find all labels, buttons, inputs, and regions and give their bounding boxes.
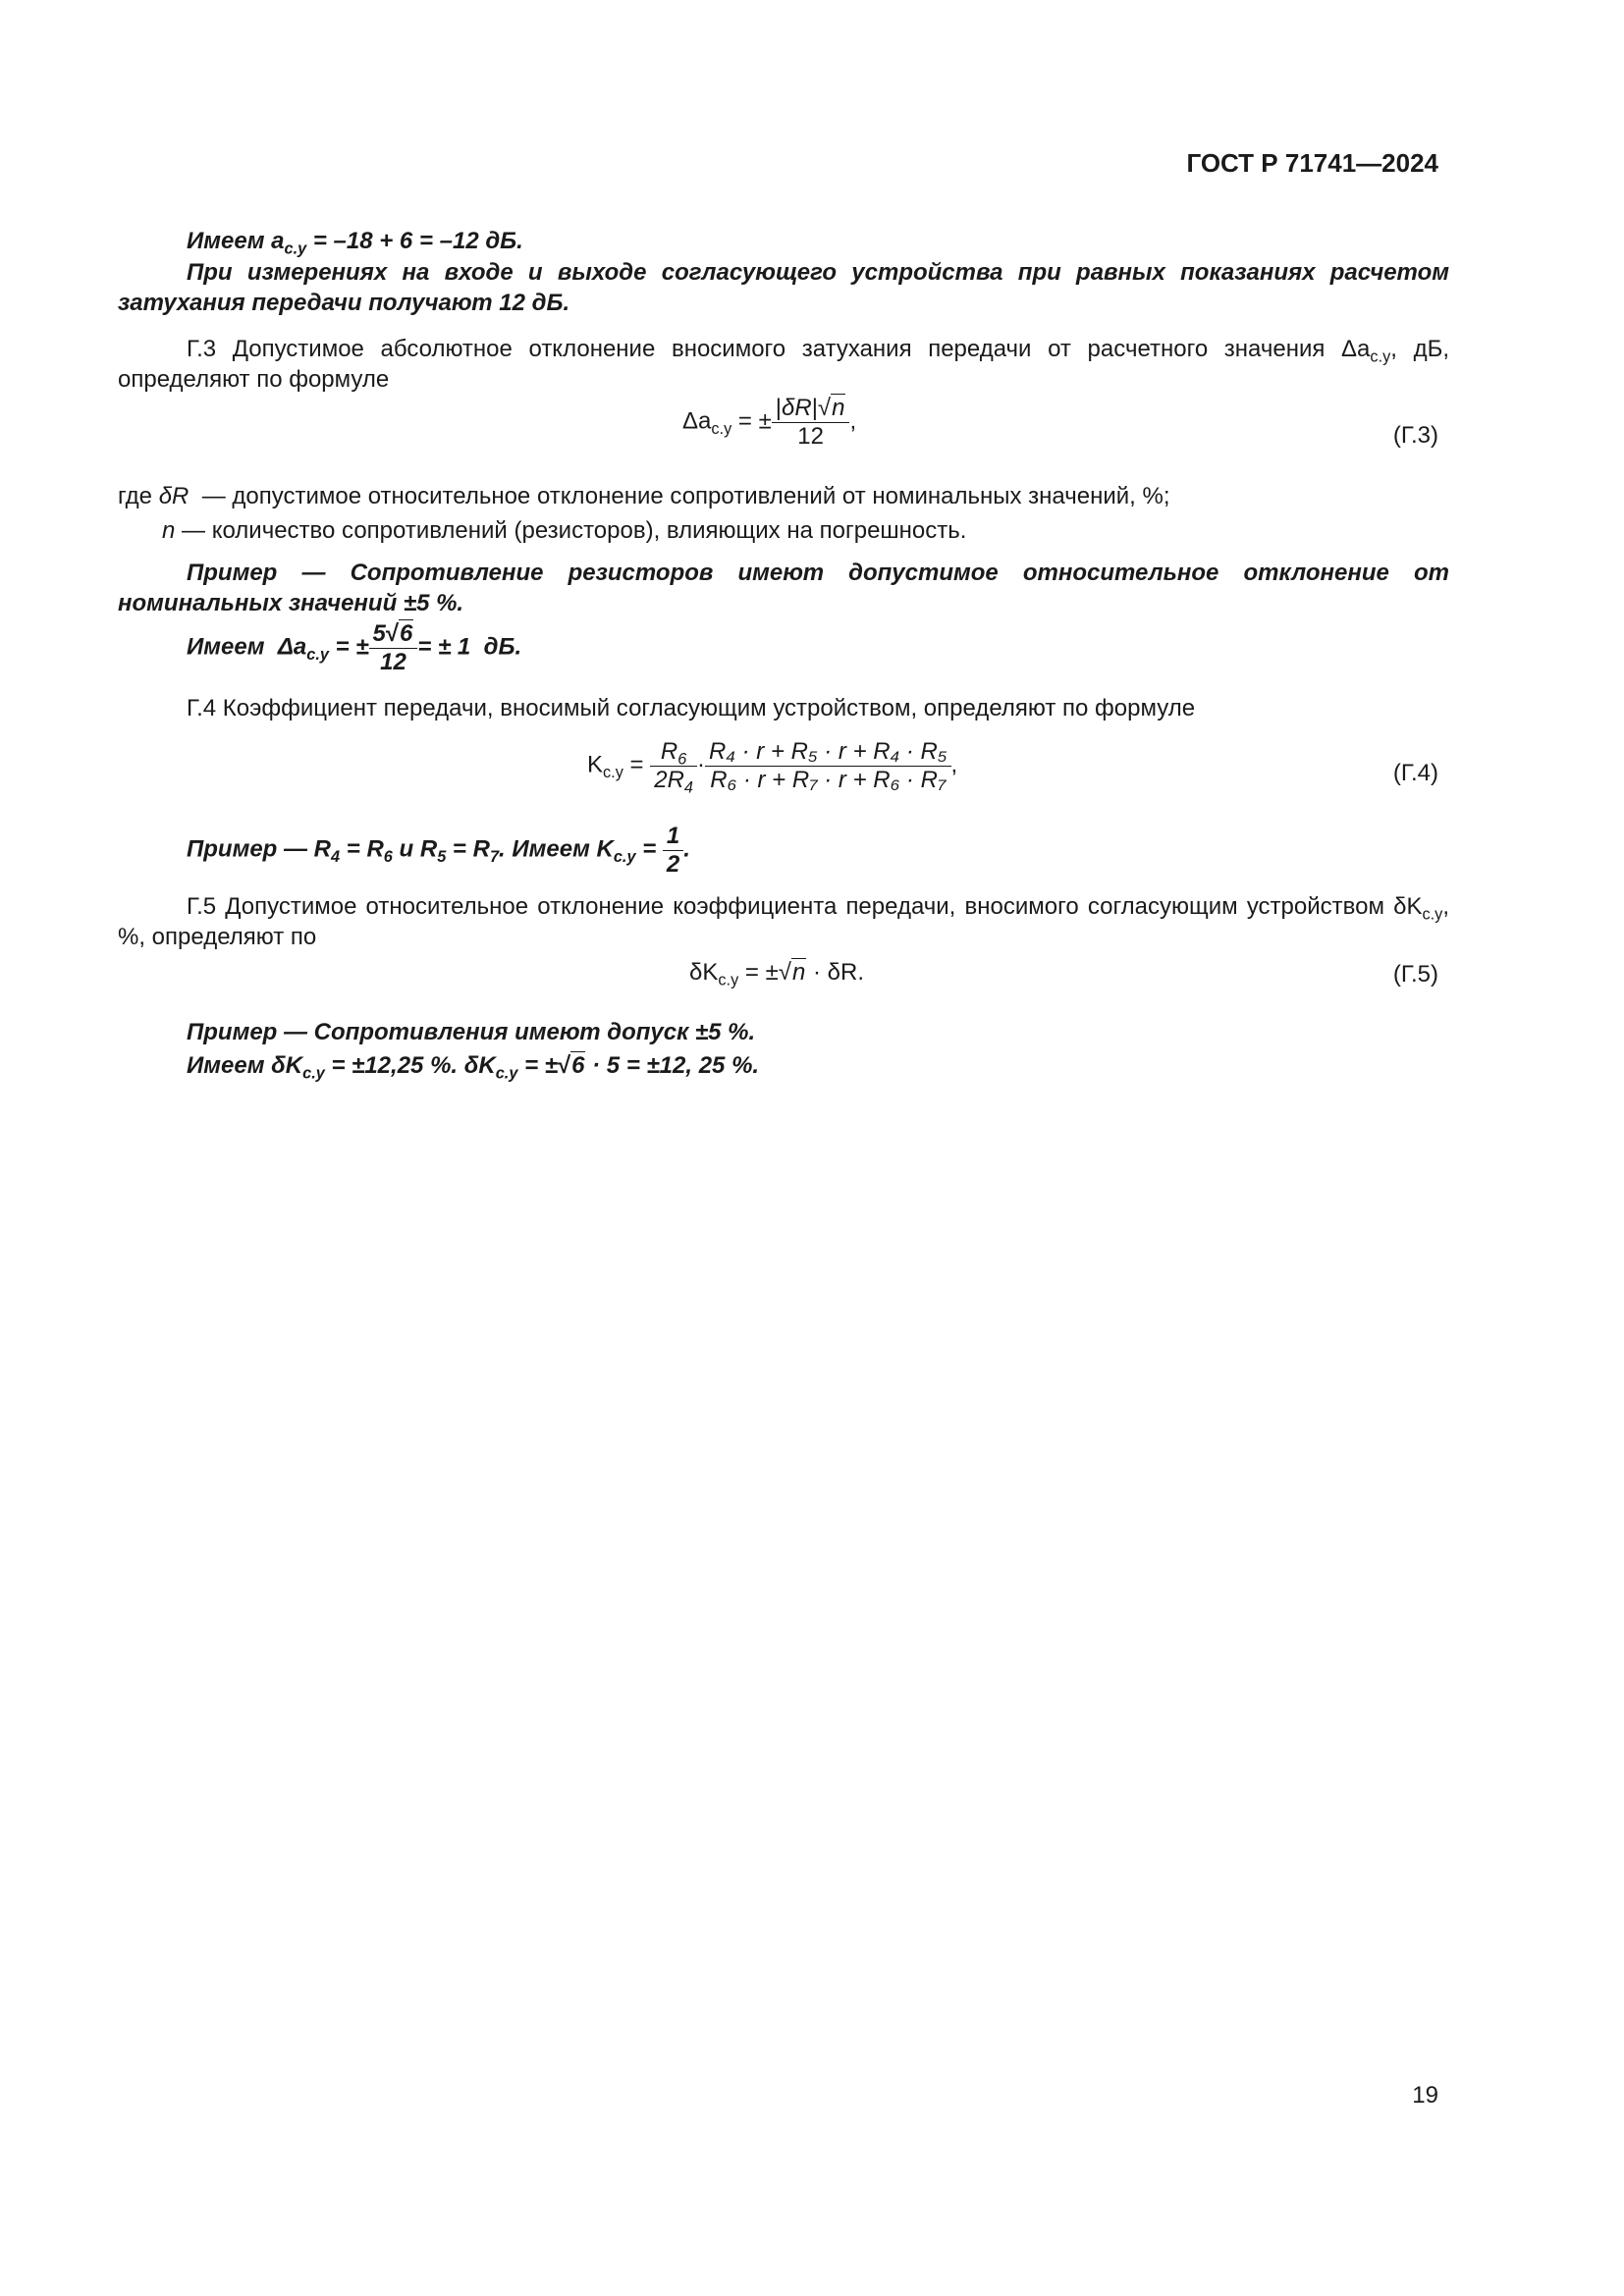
clause-g5-paragraph: Г.5 Допустимое относительное отклонение коэффициента передачи, вносимого согласующим устройством $\delta K_{с.у}$, %, определяют по (118, 893, 1449, 951)
where-item-delta-r: где δR — допустимое относительное отклонение сопротивлений от номинальных значений, %; (118, 483, 1170, 509)
example-result-line: Имеем $a_{с.у} = -18 + 6 = -12$ дБ. (187, 228, 523, 258)
clause-g3-paragraph: Г.3 Допустимое абсолютное отклонение вносимого затухания передачи от расчетного значения $\Delta a_{с.у}$, дБ, определяют по формуле (118, 336, 1449, 394)
where-item-n: n — количество сопротивлений (резисторов), влияющих на погрешность. (162, 517, 967, 544)
fraction-g3: $\frac{|\delta R|√n}{12}$ (772, 395, 850, 450)
example-g4: Пример — $R_4 = R_6$ и $R_5 = R_7$. Имеем $K_{с.у}$ = $\frac{1}{2}$ . (187, 823, 690, 878)
document-header: ГОСТ Р 71741—2024 (1186, 148, 1438, 178)
example-measurement-paragraph: При измерениях на входе и выходе согласующего устройства при равных показаниях расчетом затухания передачи получают 12 дБ. (118, 259, 1449, 317)
equation-number-g4: (Г.4) (1392, 760, 1438, 786)
equation-number-g5: (Г.5) (1392, 961, 1438, 988)
formula-g4: $K_{с.у}$ = $\frac{R_6}{2R_4}$ · $\frac{\text{R₄ · r + R₅ · r + R₄ · R₅}}{\text{R₆ · r + R₇ · r + R₆ · R₇}}$ , (587, 738, 958, 797)
example-g3-calc: Имеем $\Delta a_{с.у}$ = ± $\frac{5√6}{12}$ = ± 1 дБ. (187, 620, 522, 675)
equation-number-g3: (Г.3) (1392, 422, 1438, 449)
formula-g3: $\Delta a_{с.у}$ = ± $\frac{|\delta R|√n}{12}$ , (682, 395, 857, 450)
example-g5-line1: Пример — Сопротивления имеют допуск ±5 %. (187, 1019, 756, 1045)
clause-g4-paragraph: Г.4 Коэффициент передачи, вносимый согласующим устройством, определяют по формуле (187, 695, 1196, 721)
formula-g5: $\delta K_{с.у} = \pm√n \cdot \delta R$. (689, 959, 864, 989)
example-g3-text: Пример — Сопротивление резисторов имеют допустимое относительное отклонение от номинальных значений ±5 %. (118, 560, 1449, 617)
page-number: 19 (1412, 2082, 1438, 2109)
example-g5-line2: Имеем $\delta K_{с.у} = \pm 12,25$ %. $\delta K_{с.у} = \pm√6 \cdot 5 = \pm 12$, 25 %. (187, 1052, 760, 1083)
